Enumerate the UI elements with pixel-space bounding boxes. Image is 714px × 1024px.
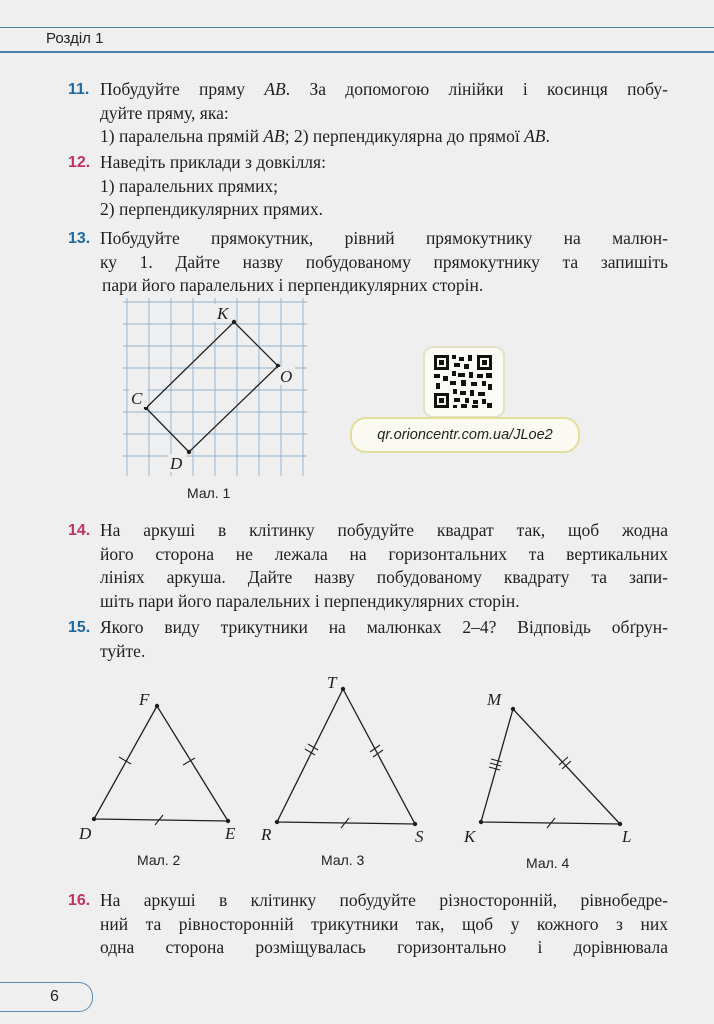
grid bbox=[123, 298, 307, 476]
task-15 bbox=[68, 616, 668, 663]
figure-1-caption: Мал. 1 bbox=[187, 485, 231, 501]
header-rule-bottom bbox=[0, 51, 714, 53]
task-12 bbox=[68, 151, 668, 222]
qr-link-label: qr.orioncentr.com.ua/JLoe2 bbox=[350, 417, 580, 453]
task-line: Побудуйте пряму AB. За допомогою лінійки і косинця побу- bbox=[100, 79, 669, 99]
task-number: 11. bbox=[68, 81, 90, 98]
task-number: 15. bbox=[68, 619, 91, 636]
task-14 bbox=[68, 519, 668, 613]
task-number: 12. bbox=[68, 154, 91, 171]
vertex-label-k: K bbox=[217, 304, 229, 323]
page-number: 6 bbox=[0, 982, 93, 1012]
figure-3-triangle-trs bbox=[255, 670, 445, 850]
figure-1-grid-rectangle bbox=[115, 298, 310, 478]
task-line: 1) паралельних прямих; bbox=[100, 175, 279, 196]
qr-code-icon bbox=[423, 346, 505, 418]
vertex-label-o: O bbox=[280, 367, 293, 386]
task-line: Наведіть приклади з довкілля: bbox=[100, 152, 326, 172]
vertex-label-t: T bbox=[327, 673, 337, 692]
task-line: одна сторона розміщувалась горизонтально і дорівнювала bbox=[100, 937, 668, 957]
task-line: 2) перпендикулярних прямих. bbox=[100, 199, 323, 219]
figure-4-triangle-mkl bbox=[460, 686, 645, 851]
task-line: ку 1. Дайте назву побудованому прямокутнику та запишіть bbox=[100, 251, 668, 272]
vertex-label-s: S bbox=[415, 827, 424, 846]
task-13 bbox=[68, 227, 668, 298]
task-line: ний та рівносторонній трикутники так, щоб у кожного з них bbox=[100, 913, 668, 934]
vertex-label-d: D bbox=[170, 454, 183, 473]
vertex-label-e: E bbox=[225, 824, 236, 843]
vertex-label-c: C bbox=[131, 389, 143, 408]
figure-2-caption: Мал. 2 bbox=[137, 852, 181, 868]
vertex-label-d: D bbox=[79, 824, 92, 843]
vertex-label-k: K bbox=[464, 827, 476, 846]
header-rule-top bbox=[0, 27, 714, 28]
task-line: дуйте пряму, яка: bbox=[100, 102, 229, 123]
vertex-label-m: M bbox=[487, 690, 502, 709]
rectangle-kocd bbox=[146, 322, 278, 452]
task-line: Якого виду трикутники на малюнках 2–4? Відповідь обґрун- bbox=[100, 617, 668, 637]
task-line: лініях аркуша. Дайте назву побудованому квадрату та запи- bbox=[100, 567, 668, 587]
qr-code-icon bbox=[425, 348, 503, 416]
task-line: На аркуші в клітинку побудуйте квадрат так, щоб жодна bbox=[100, 520, 668, 540]
task-number: 14. bbox=[68, 522, 91, 539]
task-line: На аркуші в клітинку побудуйте різносторонній, рівнобедре- bbox=[100, 890, 668, 910]
task-line: шіть пари його паралельних і перпендикулярних сторін. bbox=[100, 590, 520, 611]
figure-4-caption: Мал. 4 bbox=[526, 855, 570, 871]
task-16 bbox=[68, 889, 668, 960]
vertex-label-f: F bbox=[139, 690, 150, 709]
task-line: його сторона не лежала на горизонтальних та вертикальних bbox=[100, 543, 668, 564]
figure-3-caption: Мал. 3 bbox=[321, 852, 365, 868]
task-line: туйте. bbox=[100, 640, 146, 661]
figure-2-triangle-def bbox=[75, 686, 250, 846]
vertex-label-r: R bbox=[261, 825, 272, 844]
task-line: Побудуйте прямокутник, рівний прямокутнику на малюн- bbox=[100, 228, 668, 248]
task-11 bbox=[68, 78, 668, 149]
task-line: 1) паралельна прямій AB; 2) перпендикулярна до прямої AB. bbox=[100, 126, 550, 146]
vertex-label-l: L bbox=[622, 827, 632, 846]
task-number: 13. bbox=[68, 230, 91, 247]
section-label: Розділ 1 bbox=[46, 30, 104, 47]
task-number: 16. bbox=[68, 892, 91, 909]
task-line: пари його паралельних і перпендикулярних сторін. bbox=[102, 275, 484, 295]
